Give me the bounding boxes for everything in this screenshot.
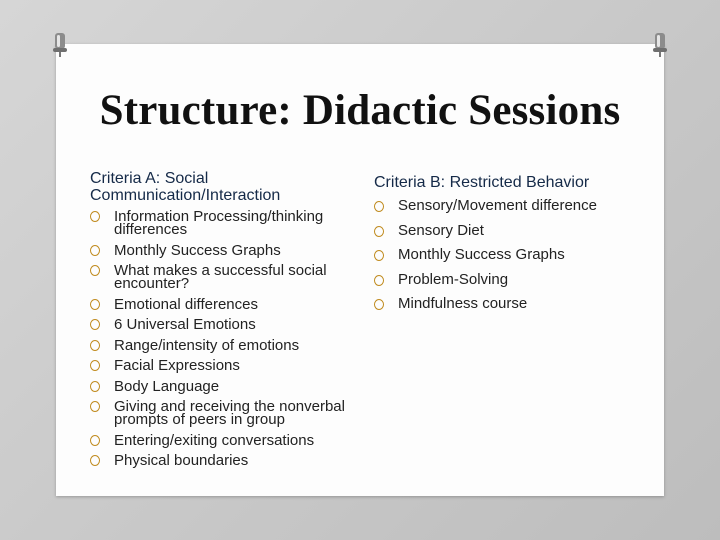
pushpin-icon: [652, 33, 668, 57]
criteria-b-heading: Criteria B: Restricted Behavior: [374, 174, 590, 191]
list-item: 6 Universal Emotions: [90, 318, 360, 331]
list-item: Monthly Success Graphs: [90, 244, 360, 257]
list-item: Body Language: [90, 380, 360, 393]
list-item: Emotional differences: [90, 298, 360, 311]
list-item: Range/intensity of emotions: [90, 339, 360, 352]
slide-title: Structure: Didactic Sessions: [99, 87, 621, 134]
list-item: Sensory/Movement difference: [374, 196, 624, 216]
circle-bullet-icon: [90, 381, 100, 392]
circle-bullet-icon: [374, 250, 384, 261]
list-item: What makes a successful social encounter?: [90, 264, 360, 290]
list-item: Mindfulness course: [374, 294, 624, 314]
circle-bullet-icon: [90, 265, 100, 276]
circle-bullet-icon: [374, 201, 384, 212]
criteria-a-list: [90, 210, 360, 467]
criteria-a-column: [90, 170, 360, 475]
circle-bullet-icon: [374, 226, 384, 237]
circle-bullet-icon: [90, 455, 100, 466]
circle-bullet-icon: [90, 401, 100, 412]
criteria-b-column: [374, 172, 624, 319]
list-item: Monthly Success Graphs: [374, 245, 624, 265]
circle-bullet-icon: [374, 299, 384, 310]
list-item: Giving and receiving the nonverbal prompts of peers in group: [90, 400, 360, 426]
pushpin-icon: [52, 33, 68, 57]
circle-bullet-icon: [90, 211, 100, 222]
list-item: Problem-Solving: [374, 270, 624, 290]
list-item: Information Processing/thinking differences: [90, 210, 360, 236]
criteria-b-list: [374, 196, 624, 314]
circle-bullet-icon: [90, 435, 100, 446]
circle-bullet-icon: [90, 245, 100, 256]
circle-bullet-icon: [90, 360, 100, 371]
list-item: Physical boundaries: [90, 454, 360, 467]
criteria-a-heading: Criteria A: Social Communication/Interaction: [90, 170, 281, 204]
circle-bullet-icon: [374, 275, 384, 286]
circle-bullet-icon: [90, 319, 100, 330]
circle-bullet-icon: [90, 340, 100, 351]
list-item: Facial Expressions: [90, 359, 360, 372]
list-item: Entering/exiting conversations: [90, 434, 360, 447]
list-item: Sensory Diet: [374, 221, 624, 241]
circle-bullet-icon: [90, 299, 100, 310]
